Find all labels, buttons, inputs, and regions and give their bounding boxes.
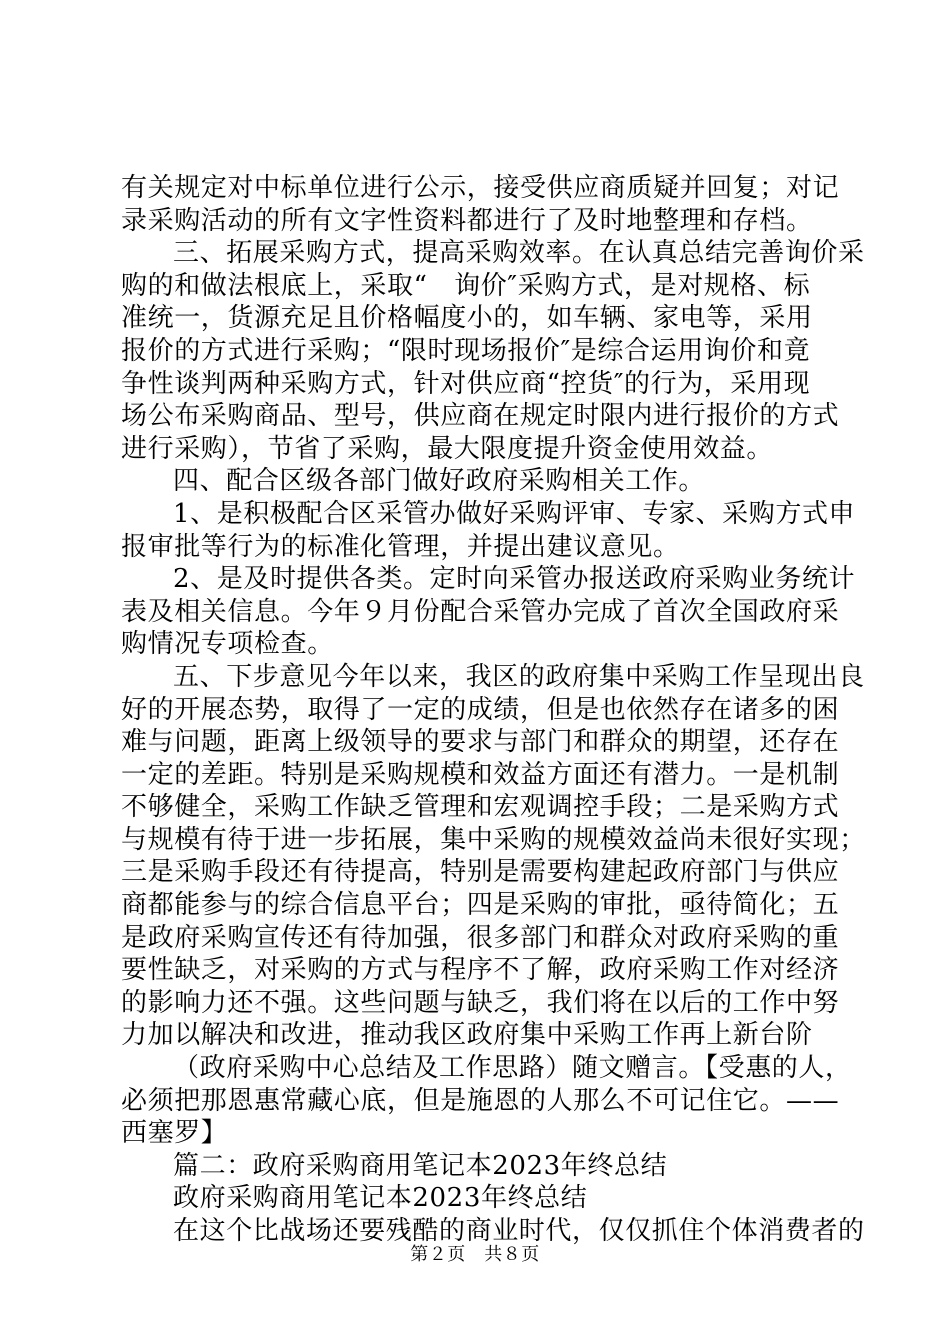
text-line: 与规模有待于进一步拓展，集中采购的规模效益尚未很好实现； [121, 824, 866, 855]
text-line: 难与问题，距离上级领导的要求与部门和群众的期望，还存在 [121, 727, 840, 758]
text-line: 力加以解决和改进，推动我区政府集中采购工作再上新台阶 [121, 1020, 813, 1051]
text-line: 进行采购），节省了采购，最大限度提升资金使用效益。 [121, 433, 774, 464]
text-line: 的影响力还不强。这些问题与缺乏，我们将在以后的工作中努 [121, 987, 840, 1018]
page-number: 第２页 共８页 [410, 1244, 540, 1265]
text-line: 录采购活动的所有文字性资料都进行了及时地整理和存档。 [121, 205, 813, 236]
text-line: 准统一，货源充足且价格幅度小的，如车辆、家电等，采用 [121, 303, 813, 334]
text-line: 不够健全，采购工作缺乏管理和宏观调控手段；二是采购方式 [121, 792, 840, 823]
text-line: 报价的方式进行采购；“限时现场报价″是综合运用询价和竟 [121, 335, 811, 366]
text-line: 争性谈判两种采购方式，针对供应商“控货″的行为，采用现 [121, 368, 811, 399]
text-line: 购情况专项检查。 [121, 629, 334, 660]
text-line: 2、是及时提供各类。定时向采管办报送政府采购业务统计 [173, 564, 856, 595]
text-line: 西塞罗】 [121, 1118, 228, 1149]
text-line: 有关规定对中标单位进行公示，接受供应商质疑并回复；对记 [121, 173, 840, 203]
text-line: 是政府采购宣传还有待加强，很多部门和群众对政府采购的重 [121, 922, 840, 953]
text-line: 三、拓展采购方式，提高采购效率。在认真总结完善询价采 [173, 238, 865, 269]
text-line: 四、配合区级各部门做好政府采购相关工作。 [173, 466, 706, 497]
page-footer [0, 1244, 950, 1266]
text-line: 报审批等行为的标准化管理，并提出建议意见。 [121, 531, 680, 562]
text-line: 三是采购手段还有待提高，特别是需要构建起政府部门与供应 [121, 857, 840, 888]
text-line: 1、是积极配合区采管办做好采购评审、专家、采购方式申 [173, 498, 856, 529]
text-line: 好的开展态势，取得了一定的成绩，但是也依然存在诸多的困 [121, 694, 840, 725]
text-line: （政府采购中心总结及工作思路）随文赠言。【受惠的人， [173, 1053, 852, 1084]
article-title: 政府采购商用笔记本2023年终总结 [173, 1183, 588, 1214]
text-line: 要性缺乏，对采购的方式与程序不了解，政府采购工作对经济 [121, 955, 840, 986]
document-body [121, 172, 866, 1248]
section-heading: 篇二：政府采购商用笔记本2023年终总结 [173, 1150, 668, 1181]
text-line: 一定的差距。特别是采购规模和效益方面还有潜力。一是机制 [121, 759, 840, 790]
text-line: 场公布采购商品、型号，供应商在规定时限内进行报价的方式 [121, 401, 840, 432]
text-line: 在这个比战场还要残酷的商业时代，仅仅抓住个体消费者的 [173, 1216, 865, 1246]
text-line: 购的和做法根底上，采取“ 询价″采购方式，是对规格、标 [121, 270, 811, 301]
text-line: 商都能参与的综合信息平台；四是采购的审批，亟待简化；五 [121, 890, 840, 921]
text-line: 必须把那恩惠常藏心底，但是施恩的人那么不可记住它。—— [121, 1085, 840, 1116]
text-line: 表及相关信息。今年９月份配合采管办完成了首次全国政府采 [121, 596, 840, 627]
text-line: 五、下步意见今年以来，我区的政府集中采购工作呈现出良 [173, 661, 865, 692]
